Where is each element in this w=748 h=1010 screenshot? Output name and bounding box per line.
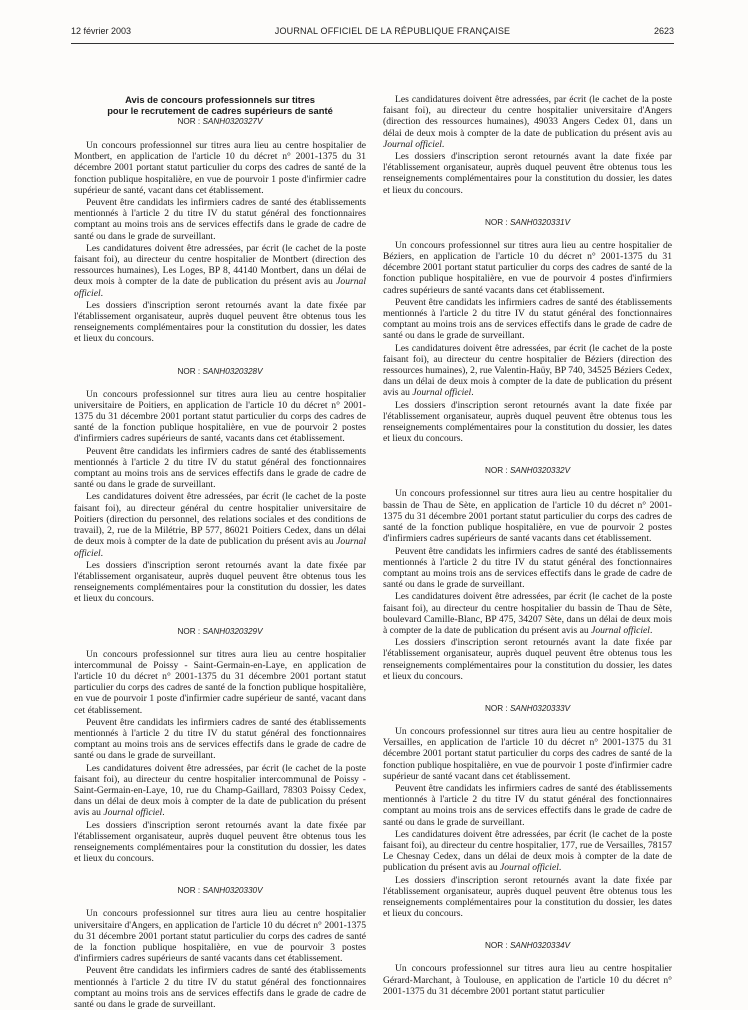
page-number: 2623 <box>653 26 674 36</box>
nor-reference: NOR : SANH0320333V <box>484 703 571 713</box>
notice-paragraph: Les dossiers d'inscription seront retournés avant la date fixée par l'établissement organisateur, auprès duquel peuvent être obtenus tous les renseignements complémentaires pour la constitution du dossier, les dates et lieux du concours. <box>74 819 366 865</box>
left-column <box>74 94 366 1010</box>
notice-paragraph: Peuvent être candidats les infirmiers cadres de santé des établissements mentionnés à l'article 2 du titre IV du statut général des fonctionnaires comptant au moins trois ans de services effectifs dans le grade de cadre de santé ou dans le grade de surveillant. <box>383 296 672 342</box>
notice-paragraph: Un concours professionnel sur titres aura lieu au centre hospitalier Gérard-Marchant, à Toulouse, en application de l'article 10 du décret n° 2001-1375 du 31 décembre 2001 portant statut particulier <box>383 963 672 997</box>
notice-paragraph: Les dossiers d'inscription seront retournés avant la date fixée par l'établissement organisateur, auprès duquel peuvent être obtenus tous les renseignements complémentaires pour la constitution du dossier, les dates et lieux du concours. <box>74 559 366 605</box>
notice-paragraph: Peuvent être candidats les infirmiers cadres de santé des établissements mentionnés à l'article 2 du titre IV du statut général des fonctionnaires comptant au moins trois ans de services effectifs dans le grade de cadre de santé ou dans le grade de surveillant. <box>383 782 672 828</box>
right-column <box>383 94 672 997</box>
issue-date: 12 février 2003 <box>71 26 132 36</box>
notice-paragraph: Un concours professionnel sur titres aura lieu au centre hospitalier de Versailles, en application de l'article 10 du décret n° 2001-1375 du 31 décembre 2001 portant statut particulier du corps des cadres de santé de la fonction publique hospitalière, en vue de pourvoir 1 poste d'infirmier cadre supérieur de santé vacant dans cet établissement. <box>383 725 672 782</box>
notice-paragraph: Peuvent être candidats les infirmiers cadres de santé des établissements mentionnés à l'article 2 du titre IV du statut général des fonctionnaires comptant au moins trois ans de services effectifs dans le grade de cadre de santé ou dans le grade de surveillant. <box>74 445 366 491</box>
header-rule <box>71 43 674 44</box>
journal-title: JOURNAL OFFICIEL DE LA RÉPUBLIQUE FRANÇAISE <box>274 26 511 36</box>
nor-reference: NOR : SANH0320327V <box>177 117 263 126</box>
notice-paragraph: Peuvent être candidats les infirmiers cadres de santé des établissements mentionnés à l'article 2 du titre IV du statut général des fonctionnaires comptant au moins trois ans de services effectifs dans le grade de cadre de santé ou dans le grade de surveillant. <box>74 197 366 242</box>
nor-reference: NOR : SANH0320330V <box>177 886 263 896</box>
page-header <box>71 24 674 38</box>
notice-paragraph: Les dossiers d'inscription seront retournés avant la date fixée par l'établissement organisateur, auprès duquel peuvent être obtenus tous les renseignements complémentaires pour la constitution du dossier, les dates et lieux du concours. <box>383 637 672 682</box>
notice-paragraph: Les candidatures doivent être adressées, par écrit (le cachet de la poste faisant foi), au directeur général du centre hospitalier universitaire de Poitiers (direction du personnel, des relations sociales et des conditions de travail), 2, rue de la Milétrie, BP 577, 86021 Poitiers Cedex, dans un délai de deux mois à compter de la date de publication du présent avis au Journal officiel. <box>74 491 366 559</box>
notice-paragraph: Les dossiers d'inscription seront retournés avant la date fixée par l'établissement organisateur, auprès duquel peuvent être obtenus tous les renseignements complémentaires pour la constitution du dossier, les dates et lieux du concours. <box>74 299 366 345</box>
nor-reference: NOR : SANH0320332V <box>484 466 571 476</box>
notice-paragraph: Les dossiers d'inscription seront retournés avant la date fixée par l'établissement organisateur, auprès duquel peuvent être obtenus tous les renseignements complémentaires pour la constitution du dossier, les dates et lieux du concours. <box>383 399 672 445</box>
notice-paragraph: Un concours professionnel sur titres aura lieu au centre hospitalier universitaire d'Angers, en application de l'article 10 du décret n° 2001-1375 du 31 décembre 2001 portant statut particulier du corps des cadres de santé de la fonction publique hospitalière, en vue de pourvoir 3 postes d'infirmiers cadres supérieurs de santé vacants dans cet établissement. <box>74 908 366 965</box>
notice-paragraph: Les candidatures doivent être adressées, par écrit (le cachet de la poste faisant foi), au directeur du centre hospitalier intercommunal de Poissy - Saint-Germain-en-Laye, 10, rue du Champ-Gaillard, 78303 Poissy Cedex, dans un délai de deux mois à compter de la date de publication du présent avis au Journal officiel. <box>74 762 366 819</box>
notice-paragraph: Un concours professionnel sur titres aura lieu au centre hospitalier de Montbert, en application de l'article 10 du décret n° 2001-1375 du 31 décembre 2001 portant statut particulier du corps des cadres de santé de la fonction publique hospitalière, en vue de pourvoir 1 poste d'infirmier cadre supérieur de santé, vacant dans cet établissement. <box>74 140 366 196</box>
nor-reference: NOR : SANH0320331V <box>484 217 571 227</box>
notice-paragraph: Les candidatures doivent être adressées, par écrit (le cachet de la poste faisant foi), au directeur du centre hospitalier du bassin de Thau de Sète, boulevard Camille-Blanc, BP 475, 34207 Sète, dans un délai de deux mois à compter de la date de publication du présent avis au Journal officiel. <box>383 591 672 636</box>
notice-paragraph: Un concours professionnel sur titres aura lieu au centre hospitalier de Béziers, en application de l'article 10 du décret n° 2001-1375 du 31 décembre 2001 portant statut particulier du corps des cadres de santé de la fonction publique hospitalière, en vue de pourvoir 4 postes d'infirmiers cadres supérieurs de santé vacants dans cet établissement. <box>383 239 672 296</box>
notice-paragraph: Les candidatures doivent être adressées, par écrit (le cachet de la poste faisant foi), au directeur du centre hospitalier universitaire d'Angers (direction des ressources humaines), 49033 Angers Cedex 01, dans un délai de deux mois à compter de la date de publication du présent avis au Journal officiel. <box>383 94 672 150</box>
section-title: Avis de concours professionnels sur titres pour le recrutement de cadres supérieurs de santé <box>107 94 333 116</box>
notice-paragraph: Un concours professionnel sur titres aura lieu au centre hospitalier intercommunal de Poissy - Saint-Germain-en-Laye, en application de l'article 10 du décret n° 2001-1375 du 31 décembre 2001 portant statut particulier du corps des cadres de santé de la fonction publique hospitalière, en vue de pourvoir 1 poste d'infirmier cadre supérieur de santé, vacant dans cet établissement. <box>74 648 366 716</box>
notice-paragraph: Les dossiers d'inscription seront retournés avant la date fixée par l'établissement organisateur, auprès duquel peuvent être obtenus tous les renseignements complémentaires pour la constitution du dossier, les dates et lieux du concours. <box>383 874 672 920</box>
notice-paragraph: Les candidatures doivent être adressées, par écrit (le cachet de la poste faisant foi), au directeur du centre hospitalier de Montbert (direction des ressources humaines), Les Loges, BP 8, 44140 Montbert, dans un délai de deux mois à compter de la date de publication du présent avis au Journal officiel. <box>74 242 366 299</box>
notice-paragraph: Les candidatures doivent être adressées, par écrit (le cachet de la poste faisant foi), au directeur du centre hospitalier, 177, rue de Versailles, 78157 Le Chesnay Cedex, dans un délai de deux mois à compter de la date de publication du présent avis au Journal officiel. <box>383 828 672 874</box>
notice-paragraph: Un concours professionnel sur titres aura lieu au centre hospitalier du bassin de Thau de Sète, en application de l'article 10 du décret n° 2001-1375 du 31 décembre 2001 portant statut particulier du corps des cadres de santé de la fonction publique hospitalière, en vue de pourvoir 2 postes d'infirmiers cadres supérieurs de santé vacants dans cet établissement. <box>383 488 672 545</box>
notice-paragraph: Les candidatures doivent être adressées, par écrit (le cachet de la poste faisant foi), au directeur du centre hospitalier de Béziers (direction des ressources humaines), 2, rue Valentin-Haüy, BP 740, 34525 Béziers Cedex, dans un délai de deux mois à compter de la date de publication du présent avis au Journal officiel. <box>383 342 672 399</box>
nor-reference: NOR : SANH0320328V <box>177 366 263 376</box>
notice-paragraph: Peuvent être candidats les infirmiers cadres de santé des établissements mentionnés à l'article 2 du titre IV du statut général des fonctionnaires comptant au moins trois ans de services effectifs dans le grade de cadre de santé ou dans le grade de surveillant. <box>74 965 366 1010</box>
notice-paragraph: Les dossiers d'inscription seront retournés avant la date fixée par l'établissement organisateur, auprès duquel peuvent être obtenus tous les renseignements complémentaires pour la constitution du dossier, les dates et lieux du concours. <box>383 151 672 196</box>
notice-paragraph: Peuvent être candidats les infirmiers cadres de santé des établissements mentionnés à l'article 2 du titre IV du statut général des fonctionnaires comptant au moins trois ans de services effectifs dans le grade de cadre de santé ou dans le grade de surveillant. <box>383 545 672 591</box>
nor-reference: NOR : SANH0320329V <box>177 626 263 636</box>
notice-paragraph: Un concours professionnel sur titres aura lieu au centre hospitalier universitaire de Poitiers, en application de l'article 10 du décret n° 2001-1375 du 31 décembre 2001 portant statut particulier du corps des cadres de santé de la fonction publique hospitalière, en vue de pourvoir 2 postes d'infirmiers cadres supérieurs de santé, vacants dans cet établissement. <box>74 388 366 445</box>
nor-reference: NOR : SANH0320334V <box>484 941 571 951</box>
notice-paragraph: Peuvent être candidats les infirmiers cadres de santé des établissements mentionnés à l'article 2 du titre IV du statut général des fonctionnaires comptant au moins trois ans de services effectifs dans le grade de cadre de santé ou dans le grade de surveillant. <box>74 716 366 762</box>
